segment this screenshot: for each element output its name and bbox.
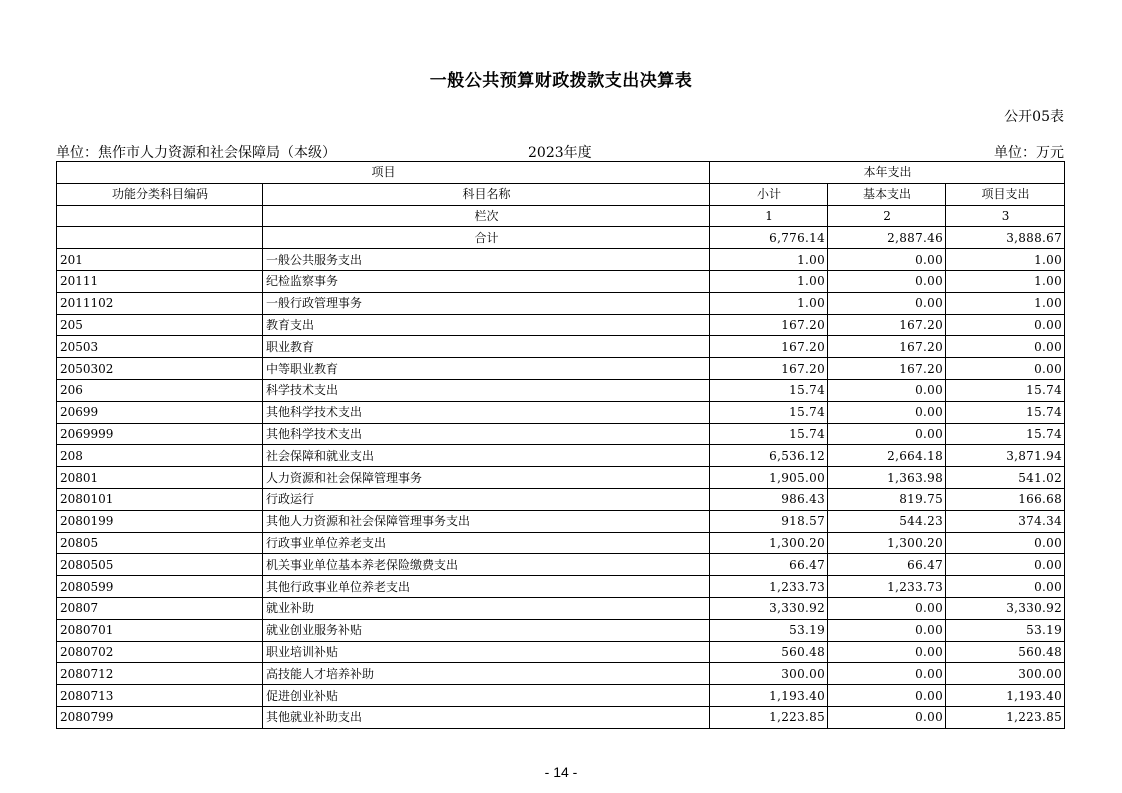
row-subtotal: 1,193.40 — [710, 685, 828, 707]
row-project: 0.00 — [946, 314, 1065, 336]
table-row — [57, 401, 1065, 423]
row-subject-name: 中等职业教育 — [263, 358, 710, 380]
row-subtotal: 167.20 — [710, 358, 828, 380]
table-row — [57, 488, 1065, 510]
currency-unit: 单位：万元 — [994, 145, 1064, 161]
row-project: 1.00 — [946, 292, 1065, 314]
header-subtotal: 小计 — [710, 183, 828, 205]
row-code: 2050302 — [57, 358, 263, 380]
row-subject-name: 其他科学技术支出 — [263, 401, 710, 423]
row-subtotal: 986.43 — [710, 488, 828, 510]
row-basic: 1,363.98 — [828, 467, 946, 489]
table-row — [57, 706, 1065, 728]
header-basic: 基本支出 — [828, 183, 946, 205]
document-title: 一般公共预算财政拨款支出决算表 — [429, 71, 693, 91]
row-basic: 0.00 — [828, 685, 946, 707]
row-basic: 2,664.18 — [828, 445, 946, 467]
total-subtotal: 6,776.14 — [710, 227, 828, 249]
row-basic: 167.20 — [828, 314, 946, 336]
row-basic: 0.00 — [828, 270, 946, 292]
table-row — [57, 641, 1065, 663]
row-project: 166.68 — [946, 488, 1065, 510]
row-project: 560.48 — [946, 641, 1065, 663]
row-project: 1.00 — [946, 249, 1065, 271]
page-number: - 14 - — [544, 764, 578, 780]
header-row-3 — [57, 205, 1065, 227]
row-subject-name: 就业补助 — [263, 597, 710, 619]
row-subtotal: 1.00 — [710, 292, 828, 314]
table-row — [57, 685, 1065, 707]
header-func-code: 功能分类科目编码 — [57, 183, 263, 205]
table-row — [57, 597, 1065, 619]
row-code: 2080701 — [57, 619, 263, 641]
row-code: 2080702 — [57, 641, 263, 663]
table-row — [57, 358, 1065, 380]
row-subtotal: 167.20 — [710, 336, 828, 358]
row-subject-name: 行政运行 — [263, 488, 710, 510]
table-row — [57, 423, 1065, 445]
row-subject-name: 就业创业服务补贴 — [263, 619, 710, 641]
table-row — [57, 554, 1065, 576]
header-col2: 2 — [828, 205, 946, 227]
row-project: 1.00 — [946, 270, 1065, 292]
row-subtotal: 1.00 — [710, 270, 828, 292]
row-subject-name: 一般公共服务支出 — [263, 249, 710, 271]
table-row — [57, 445, 1065, 467]
row-basic: 819.75 — [828, 488, 946, 510]
header-col1: 1 — [710, 205, 828, 227]
row-subject-name: 纪检监察事务 — [263, 270, 710, 292]
row-project: 1,193.40 — [946, 685, 1065, 707]
row-subject-name: 高技能人才培养补助 — [263, 663, 710, 685]
row-code: 2080199 — [57, 510, 263, 532]
row-basic: 0.00 — [828, 401, 946, 423]
row-code: 20111 — [57, 270, 263, 292]
table-row — [57, 314, 1065, 336]
row-code: 20503 — [57, 336, 263, 358]
table-row — [57, 532, 1065, 554]
row-basic: 0.00 — [828, 706, 946, 728]
row-project: 15.74 — [946, 379, 1065, 401]
row-subject-name: 科学技术支出 — [263, 379, 710, 401]
row-basic: 0.00 — [828, 292, 946, 314]
row-subtotal: 3,330.92 — [710, 597, 828, 619]
header-blank — [57, 205, 263, 227]
row-project: 53.19 — [946, 619, 1065, 641]
table-row — [57, 619, 1065, 641]
row-code: 2080599 — [57, 576, 263, 598]
row-basic: 0.00 — [828, 663, 946, 685]
row-subject-name: 机关事业单位基本养老保险缴费支出 — [263, 554, 710, 576]
table-row — [57, 270, 1065, 292]
total-basic: 2,887.46 — [828, 227, 946, 249]
row-code: 2080713 — [57, 685, 263, 707]
total-project: 3,888.67 — [946, 227, 1065, 249]
row-code: 2011102 — [57, 292, 263, 314]
row-basic: 0.00 — [828, 379, 946, 401]
row-project: 1,223.85 — [946, 706, 1065, 728]
row-basic: 0.00 — [828, 619, 946, 641]
row-subtotal: 6,536.12 — [710, 445, 828, 467]
row-subject-name: 其他人力资源和社会保障管理事务支出 — [263, 510, 710, 532]
row-subtotal: 1,300.20 — [710, 532, 828, 554]
header-current-year-expense: 本年支出 — [710, 162, 1065, 184]
table-row — [57, 379, 1065, 401]
row-code: 2069999 — [57, 423, 263, 445]
header-col3: 3 — [946, 205, 1065, 227]
row-basic: 0.00 — [828, 423, 946, 445]
row-basic: 1,300.20 — [828, 532, 946, 554]
row-subtotal: 53.19 — [710, 619, 828, 641]
row-basic: 66.47 — [828, 554, 946, 576]
row-subject-name: 职业教育 — [263, 336, 710, 358]
table-row — [57, 467, 1065, 489]
row-code: 206 — [57, 379, 263, 401]
row-project: 300.00 — [946, 663, 1065, 685]
row-basic: 0.00 — [828, 597, 946, 619]
row-code: 205 — [57, 314, 263, 336]
table-row — [57, 663, 1065, 685]
row-subject-name: 其他科学技术支出 — [263, 423, 710, 445]
unit-info-line — [56, 142, 1064, 160]
row-project: 0.00 — [946, 554, 1065, 576]
row-project: 15.74 — [946, 401, 1065, 423]
row-project: 15.74 — [946, 423, 1065, 445]
row-subject-name: 行政事业单位养老支出 — [263, 532, 710, 554]
row-project: 0.00 — [946, 532, 1065, 554]
row-subtotal: 918.57 — [710, 510, 828, 532]
row-basic: 0.00 — [828, 641, 946, 663]
row-subtotal: 1,223.85 — [710, 706, 828, 728]
row-code: 20801 — [57, 467, 263, 489]
header-column-no: 栏次 — [263, 205, 710, 227]
row-code: 20805 — [57, 532, 263, 554]
table-row — [57, 510, 1065, 532]
row-subtotal: 560.48 — [710, 641, 828, 663]
row-subtotal: 15.74 — [710, 423, 828, 445]
row-code: 208 — [57, 445, 263, 467]
row-code: 201 — [57, 249, 263, 271]
row-code: 20699 — [57, 401, 263, 423]
row-subject-name: 一般行政管理事务 — [263, 292, 710, 314]
row-code: 20807 — [57, 597, 263, 619]
row-subtotal: 1,233.73 — [710, 576, 828, 598]
row-subject-name: 促进创业补贴 — [263, 685, 710, 707]
row-project: 3,330.92 — [946, 597, 1065, 619]
row-subject-name: 其他行政事业单位养老支出 — [263, 576, 710, 598]
row-subtotal: 15.74 — [710, 379, 828, 401]
form-number: 公开05表 — [1004, 109, 1064, 125]
row-code: 2080101 — [57, 488, 263, 510]
organization-unit: 单位：焦作市人力资源和社会保障局（本级） — [56, 145, 336, 161]
row-code: 2080712 — [57, 663, 263, 685]
row-subject-name: 人力资源和社会保障管理事务 — [263, 467, 710, 489]
row-project: 0.00 — [946, 576, 1065, 598]
table-row — [57, 249, 1065, 271]
row-basic: 167.20 — [828, 336, 946, 358]
row-subject-name: 社会保障和就业支出 — [263, 445, 710, 467]
row-code: 2080799 — [57, 706, 263, 728]
header-subject-name: 科目名称 — [263, 183, 710, 205]
row-basic: 544.23 — [828, 510, 946, 532]
row-code: 2080505 — [57, 554, 263, 576]
row-subtotal: 15.74 — [710, 401, 828, 423]
row-subtotal: 66.47 — [710, 554, 828, 576]
row-subtotal: 300.00 — [710, 663, 828, 685]
header-item: 项目 — [57, 162, 710, 184]
row-subtotal: 1,905.00 — [710, 467, 828, 489]
row-project: 374.34 — [946, 510, 1065, 532]
row-subtotal: 167.20 — [710, 314, 828, 336]
table-row — [57, 576, 1065, 598]
header-project: 项目支出 — [946, 183, 1065, 205]
row-project: 0.00 — [946, 358, 1065, 380]
total-label: 合计 — [263, 227, 710, 249]
table-row — [57, 292, 1065, 314]
row-basic: 1,233.73 — [828, 576, 946, 598]
row-project: 3,871.94 — [946, 445, 1065, 467]
total-row — [57, 227, 1065, 249]
row-basic: 167.20 — [828, 358, 946, 380]
header-row-1 — [57, 162, 1065, 184]
row-subject-name: 职业培训补贴 — [263, 641, 710, 663]
expenditure-table — [56, 161, 1065, 729]
fiscal-year: 2023年度 — [528, 145, 592, 161]
row-project: 541.02 — [946, 467, 1065, 489]
table-row — [57, 336, 1065, 358]
row-project: 0.00 — [946, 336, 1065, 358]
row-subject-name: 其他就业补助支出 — [263, 706, 710, 728]
total-blank — [57, 227, 263, 249]
row-basic: 0.00 — [828, 249, 946, 271]
row-subtotal: 1.00 — [710, 249, 828, 271]
header-row-2 — [57, 183, 1065, 205]
row-subject-name: 教育支出 — [263, 314, 710, 336]
